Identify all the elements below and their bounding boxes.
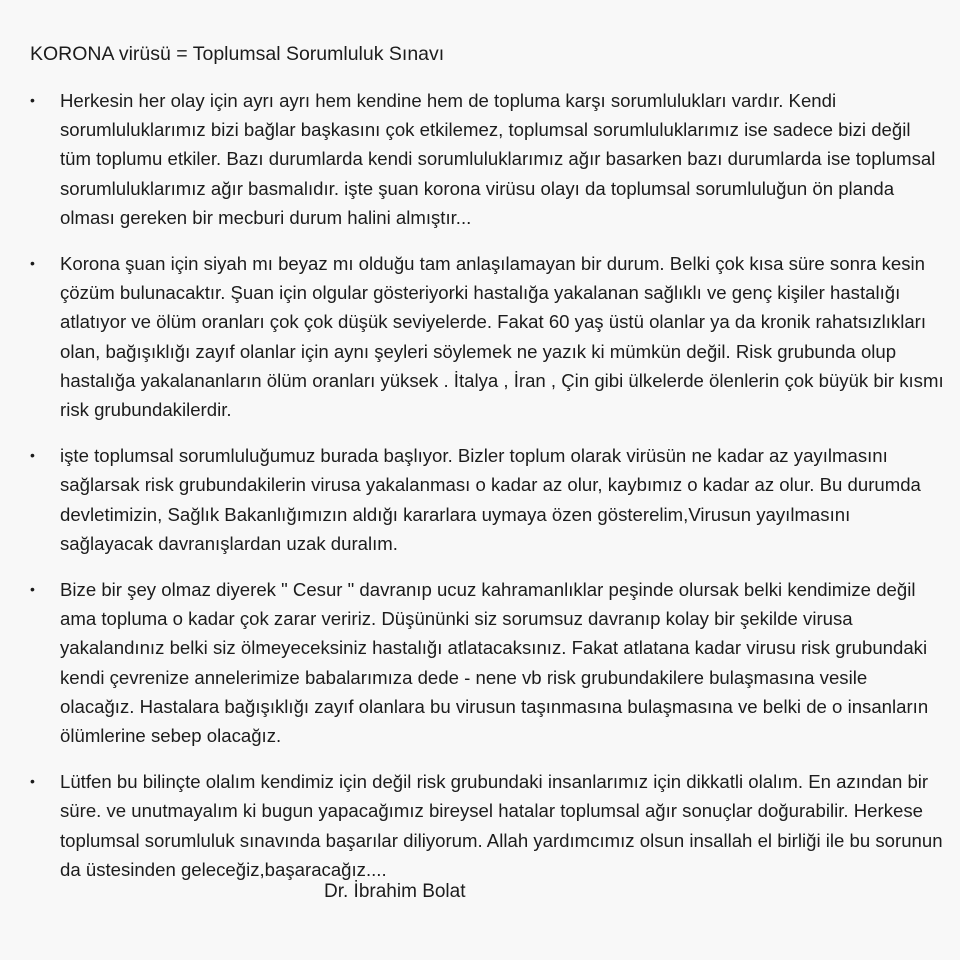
- paragraph-text: Bize bir şey olmaz diyerek " Cesur " davranıp ucuz kahramanlıklar peşinde olursak belki kendimize değil ama topluma o kadar çok zarar veririz. Düşününki siz sorumsuz davranıp kolay bir şekilde virusa yakalandınız belki siz ölmeyeceksiniz hastalığı atlatacaksınız. Fakat atlatana kadar virusu risk grubundaki kendi çevrenize annelerimize babalarımıza dede - nene vb risk grubundakilere bulaşmasına vesile olacağız. Hastalara bağışıklığı zayıf olanlara bu virusun taşınmasına bulaşmasına ve belki de o insanların ölümlerine sebep olacağız.: [60, 579, 929, 747]
- list-item: [30, 86, 945, 232]
- paragraph-text: Korona şuan için siyah mı beyaz mı olduğu tam anlaşılamayan bir durum. Belki çok kısa süre sonra kesin çözüm bulunacaktır. Şuan için olgular gösteriyorki hastalığa yakalanan sağlıklı ve genç kişiler hastalığı atlatıyor ve ölüm oranları çok çok düşük seviyelerde. Fakat 60 yaş üstü olanlar ya da kronik rahatsızlıkları olan, bağışıklığı zayıf olanlar için aynı şeyleri söylemek ne yazık ki mümkün değil. Risk grubunda olup hastalığa yakalananların ölüm oranları yüksek . İtalya , İran , Çin gibi ülkelerde ölenlerin çok büyük bir kısmı risk grubundakilerdir.: [60, 253, 944, 421]
- list-item: [30, 441, 945, 558]
- bullet-icon: •: [30, 255, 35, 272]
- document-title: KORONA virüsü = Toplumsal Sorumluluk Sınavı: [30, 43, 445, 65]
- paragraph-text: Lütfen bu bilinçte olalım kendimiz için değil risk grubundaki insanlarımız için dikkatli olalım. En azından bir süre. ve unutmayalım ki bugun yapacağımız bireysel hatalar toplumsal ağır sonuçlar doğurabilir. Herkese toplumsal sorumluluk sınavında başarılar diliyorum. Allah yardımcımız olsun insallah el birliği ile bu sorunun da üstesinden geleceğiz,başaracağız....: [60, 771, 943, 880]
- list-item: [30, 575, 945, 750]
- list-item: [30, 249, 945, 424]
- bullet-icon: •: [30, 447, 35, 464]
- paragraph-text: Herkesin her olay için ayrı ayrı hem kendine hem de topluma karşı sorumlulukları vardır. Kendi sorumluluklarımız bizi bağlar başkasını çok etkilemez, toplumsal sorumluluklarımız ise sadece bizi değil tüm toplumu etkiler. Bazı durumlarda kendi sorumluluklarımız ağır basarken bazı durumlarda ise toplumsal sorumluluklarımız ağır basmalıdır. işte şuan korona virüsu olayı da toplumsal sorumluluğun ön planda olması gereken bir mecburi durum halini almıştır...: [60, 90, 936, 228]
- bullet-icon: •: [30, 92, 35, 108]
- bullet-icon: •: [30, 581, 35, 598]
- bullet-icon: •: [30, 773, 35, 790]
- list-item: [30, 767, 945, 884]
- bullet-list: [30, 86, 945, 901]
- author-signature: Dr. İbrahim Bolat: [324, 881, 466, 902]
- paragraph-text: işte toplumsal sorumluluğumuz burada başlıyor. Bizler toplum olarak virüsün ne kadar az yayılmasını sağlarsak risk grubundakilerin virusa yakalanması o kadar az olur, kaybımız o kadar az olur. Bu durumda devletimizin, Sağlık Bakanlığımızın aldığı kararlara uymaya özen gösterelim,Virusun yayılmasını sağlayacak davranışlardan uzak duralım.: [60, 445, 921, 554]
